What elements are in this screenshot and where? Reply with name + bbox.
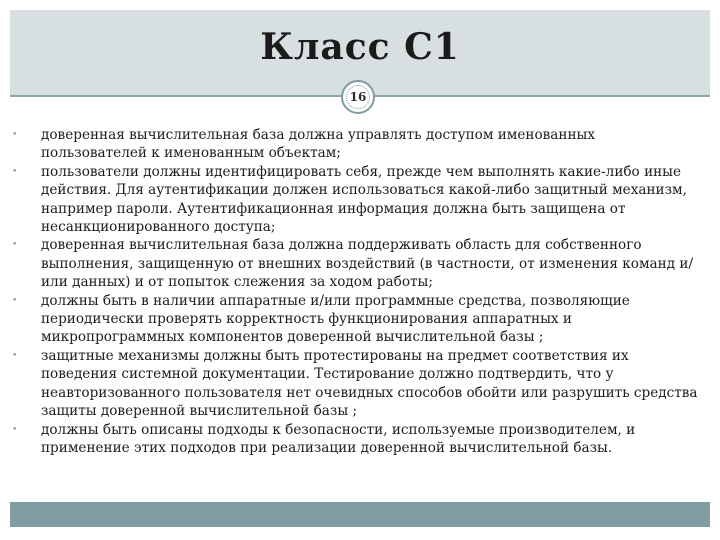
- bullet-text: должны быть в наличии аппаратные и/или программные средства, позволяющие периодически проверять корректность функционирования аппаратных и микропрограммных компонентов доверенной вычислительной базы ;: [41, 292, 630, 346]
- bullet-text: доверенная вычислительная база должна управлять доступом именованных пользователей к именованным объектам;: [41, 127, 596, 162]
- list-item: [10, 126, 710, 163]
- list-item: [10, 236, 710, 291]
- bullet-icon: •: [12, 130, 18, 140]
- list-item: [10, 292, 710, 347]
- slide-title: Класс С1: [260, 26, 460, 68]
- footer-band: [10, 502, 710, 527]
- bullet-icon: •: [12, 424, 18, 435]
- bullet-text: доверенная вычислительная база должна поддерживать область для собственного выполнения, защищенную от внешних воздействий (в частности, от изменения команд и/или данных) и от попыток слежения за ходом работы;: [41, 237, 694, 291]
- bullet-text: должны быть описаны подходы к безопасности, используемые производителем, и применение этих подходов при реализации доверенной вычислительной базы.: [41, 421, 636, 456]
- bullet-icon: •: [12, 350, 18, 361]
- bullet-list: [10, 126, 710, 457]
- page-number: 16: [349, 90, 367, 104]
- page-number-badge: [341, 80, 375, 114]
- bullet-icon: •: [12, 295, 18, 306]
- bullet-icon: •: [12, 240, 18, 251]
- list-item: [10, 347, 710, 421]
- list-item: [10, 163, 710, 237]
- list-item: [10, 421, 710, 458]
- bullet-text: защитные механизмы должны быть протестированы на предмет соответствия их поведения системной документации. Тестирование должно подтвердить, что у неавторизованного пользователя нет очевидных способов обойти или разрушить средства защиты доверенной вычислительной базы ;: [41, 347, 698, 420]
- bullet-icon: •: [12, 166, 18, 177]
- bullet-text: пользователи должны идентифицировать себя, прежде чем выполнять какие-либо иные действия. Для аутентификации должен использоваться какой-либо защитный механизм, например пароли. Аутентификационная информация должна быть защищена от несанкционированного доступа;: [41, 163, 687, 236]
